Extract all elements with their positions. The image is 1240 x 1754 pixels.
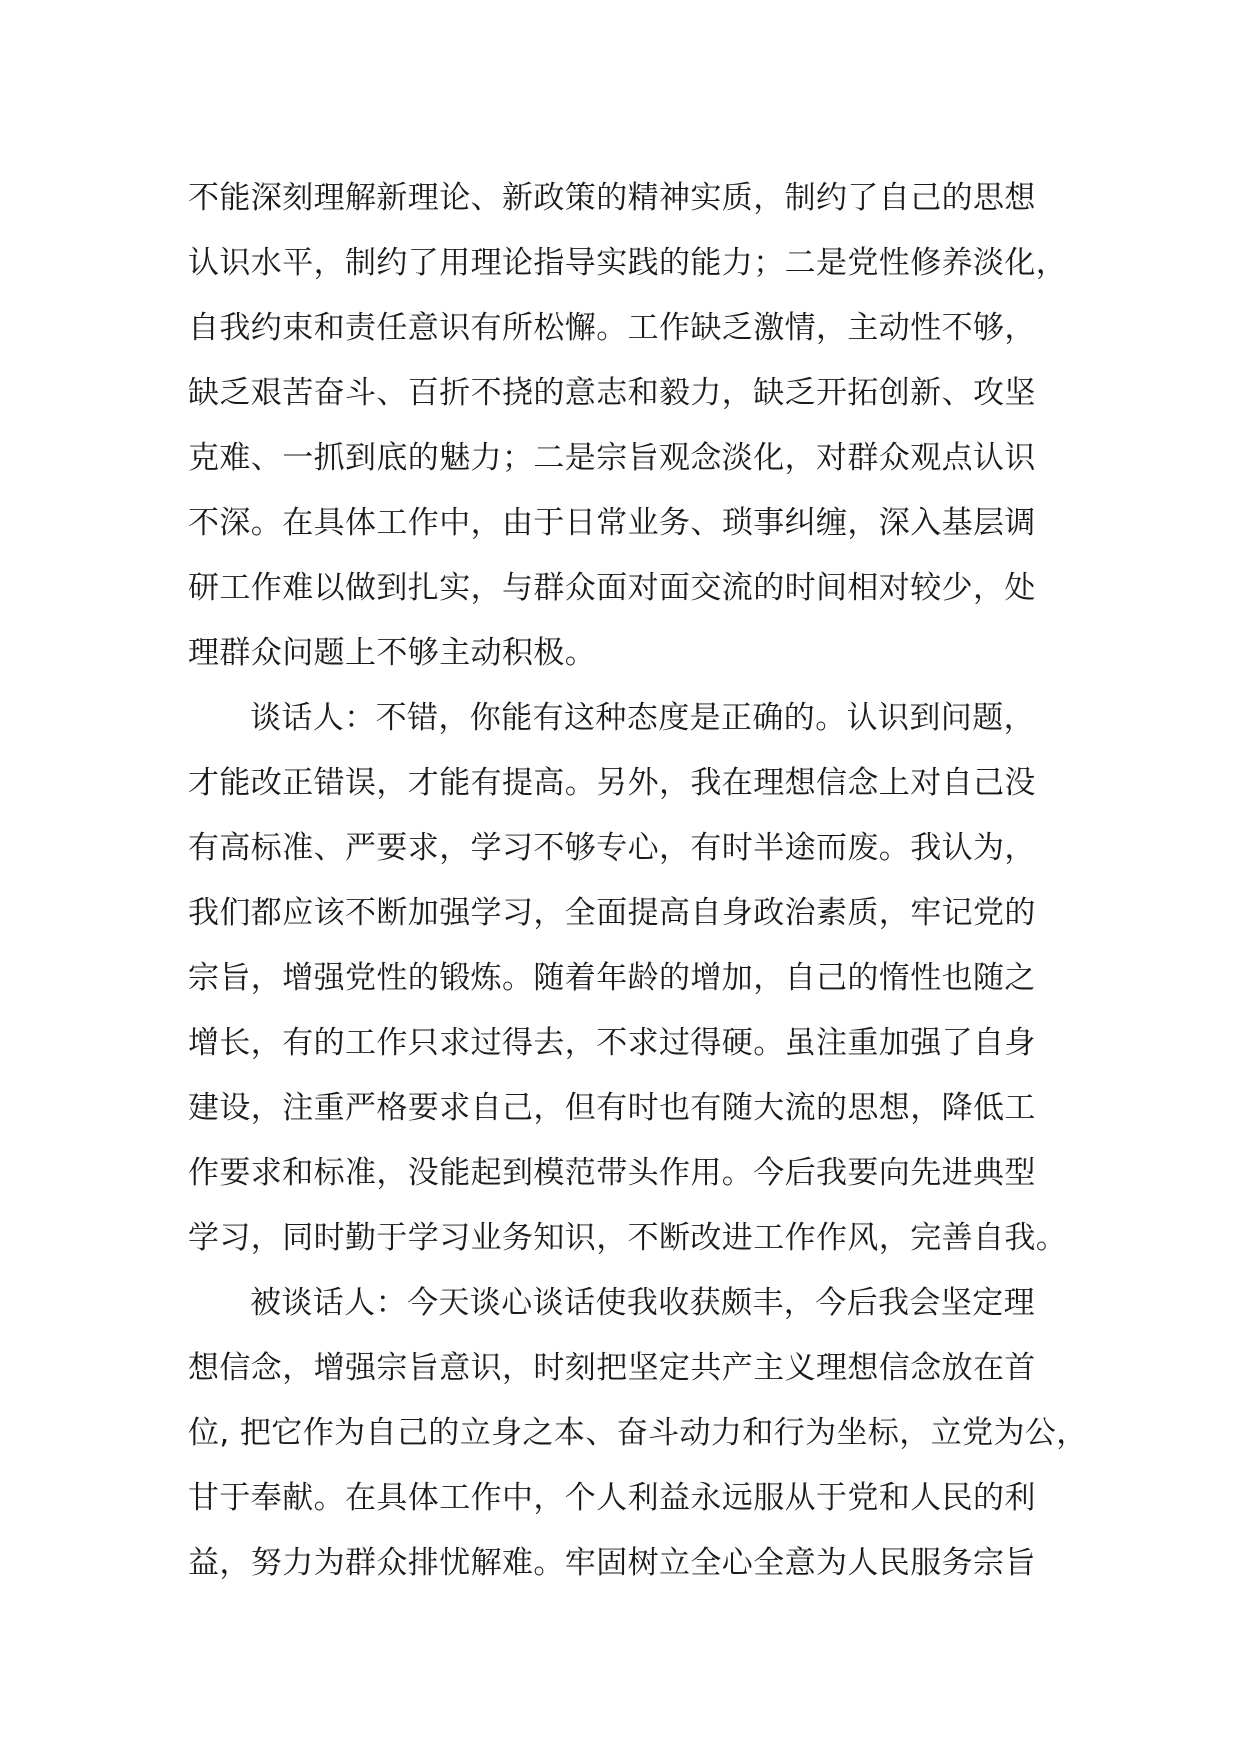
text-line: 不深。在具体工作中，由于日常业务、琐事纠缠，深入基层调	[188, 505, 1036, 541]
text-line: 增长，有的工作只求过得去，不求过得硬。虽注重加强了自身	[188, 1025, 1036, 1061]
text-line: 克难、一抓到底的魅力；二是宗旨观念淡化，对群众观点认识	[188, 440, 1036, 476]
document-body	[188, 166, 1088, 1596]
text-line: 我们都应该不断加强学习，全面提高自身政治素质，牢记党的	[188, 895, 1036, 931]
paragraph-start-line: 谈话人：不错，你能有这种态度是正确的。认识到问题，	[250, 700, 1035, 736]
text-line: 不能深刻理解新理论、新政策的精神实质，制约了自己的思想	[188, 180, 1036, 216]
text-line: 宗旨，增强党性的锻炼。随着年龄的增加，自己的惰性也随之	[188, 960, 1036, 996]
text-line: 研工作难以做到扎实，与群众面对面交流的时间相对较少，处	[188, 570, 1036, 606]
text-line: 甘于奉献。在具体工作中，个人利益永远服从于党和人民的利	[188, 1480, 1036, 1516]
text-line: 想信念，增强宗旨意识，时刻把坚定共产主义理想信念放在首	[188, 1350, 1036, 1386]
text-line: 建设，注重严格要求自己，但有时也有随大流的思想，降低工	[188, 1090, 1036, 1126]
text-line: 益，努力为群众排忧解难。牢固树立全心全意为人民服务宗旨	[188, 1545, 1036, 1581]
text-line: 有高标准、严要求，学习不够专心，有时半途而废。我认为，	[188, 830, 1036, 866]
text-line: 理群众问题上不够主动积极。	[188, 635, 597, 671]
paragraph-start-line: 被谈话人：今天谈心谈话使我收获颇丰，今后我会坚定理	[250, 1285, 1035, 1321]
text-line: 作要求和标准，没能起到模范带头作用。今后我要向先进典型	[188, 1155, 1036, 1191]
text-line: 认识水平，制约了用理论指导实践的能力；二是党性修养淡化，	[188, 245, 1068, 281]
text-line: 才能改正错误，才能有提高。另外，我在理想信念上对自己没	[188, 765, 1036, 801]
text-line: 学习，同时勤于学习业务知识，不断改进工作作风，完善自我。	[188, 1220, 1068, 1256]
text-line: 位, 把它作为自己的立身之本、奋斗动力和行为坐标，立党为公，	[188, 1415, 1088, 1451]
text-line: 缺乏艰苦奋斗、百折不挠的意志和毅力，缺乏开拓创新、攻坚	[188, 375, 1036, 411]
text-line: 自我约束和责任意识有所松懈。工作缺乏激情，主动性不够，	[188, 310, 1036, 346]
